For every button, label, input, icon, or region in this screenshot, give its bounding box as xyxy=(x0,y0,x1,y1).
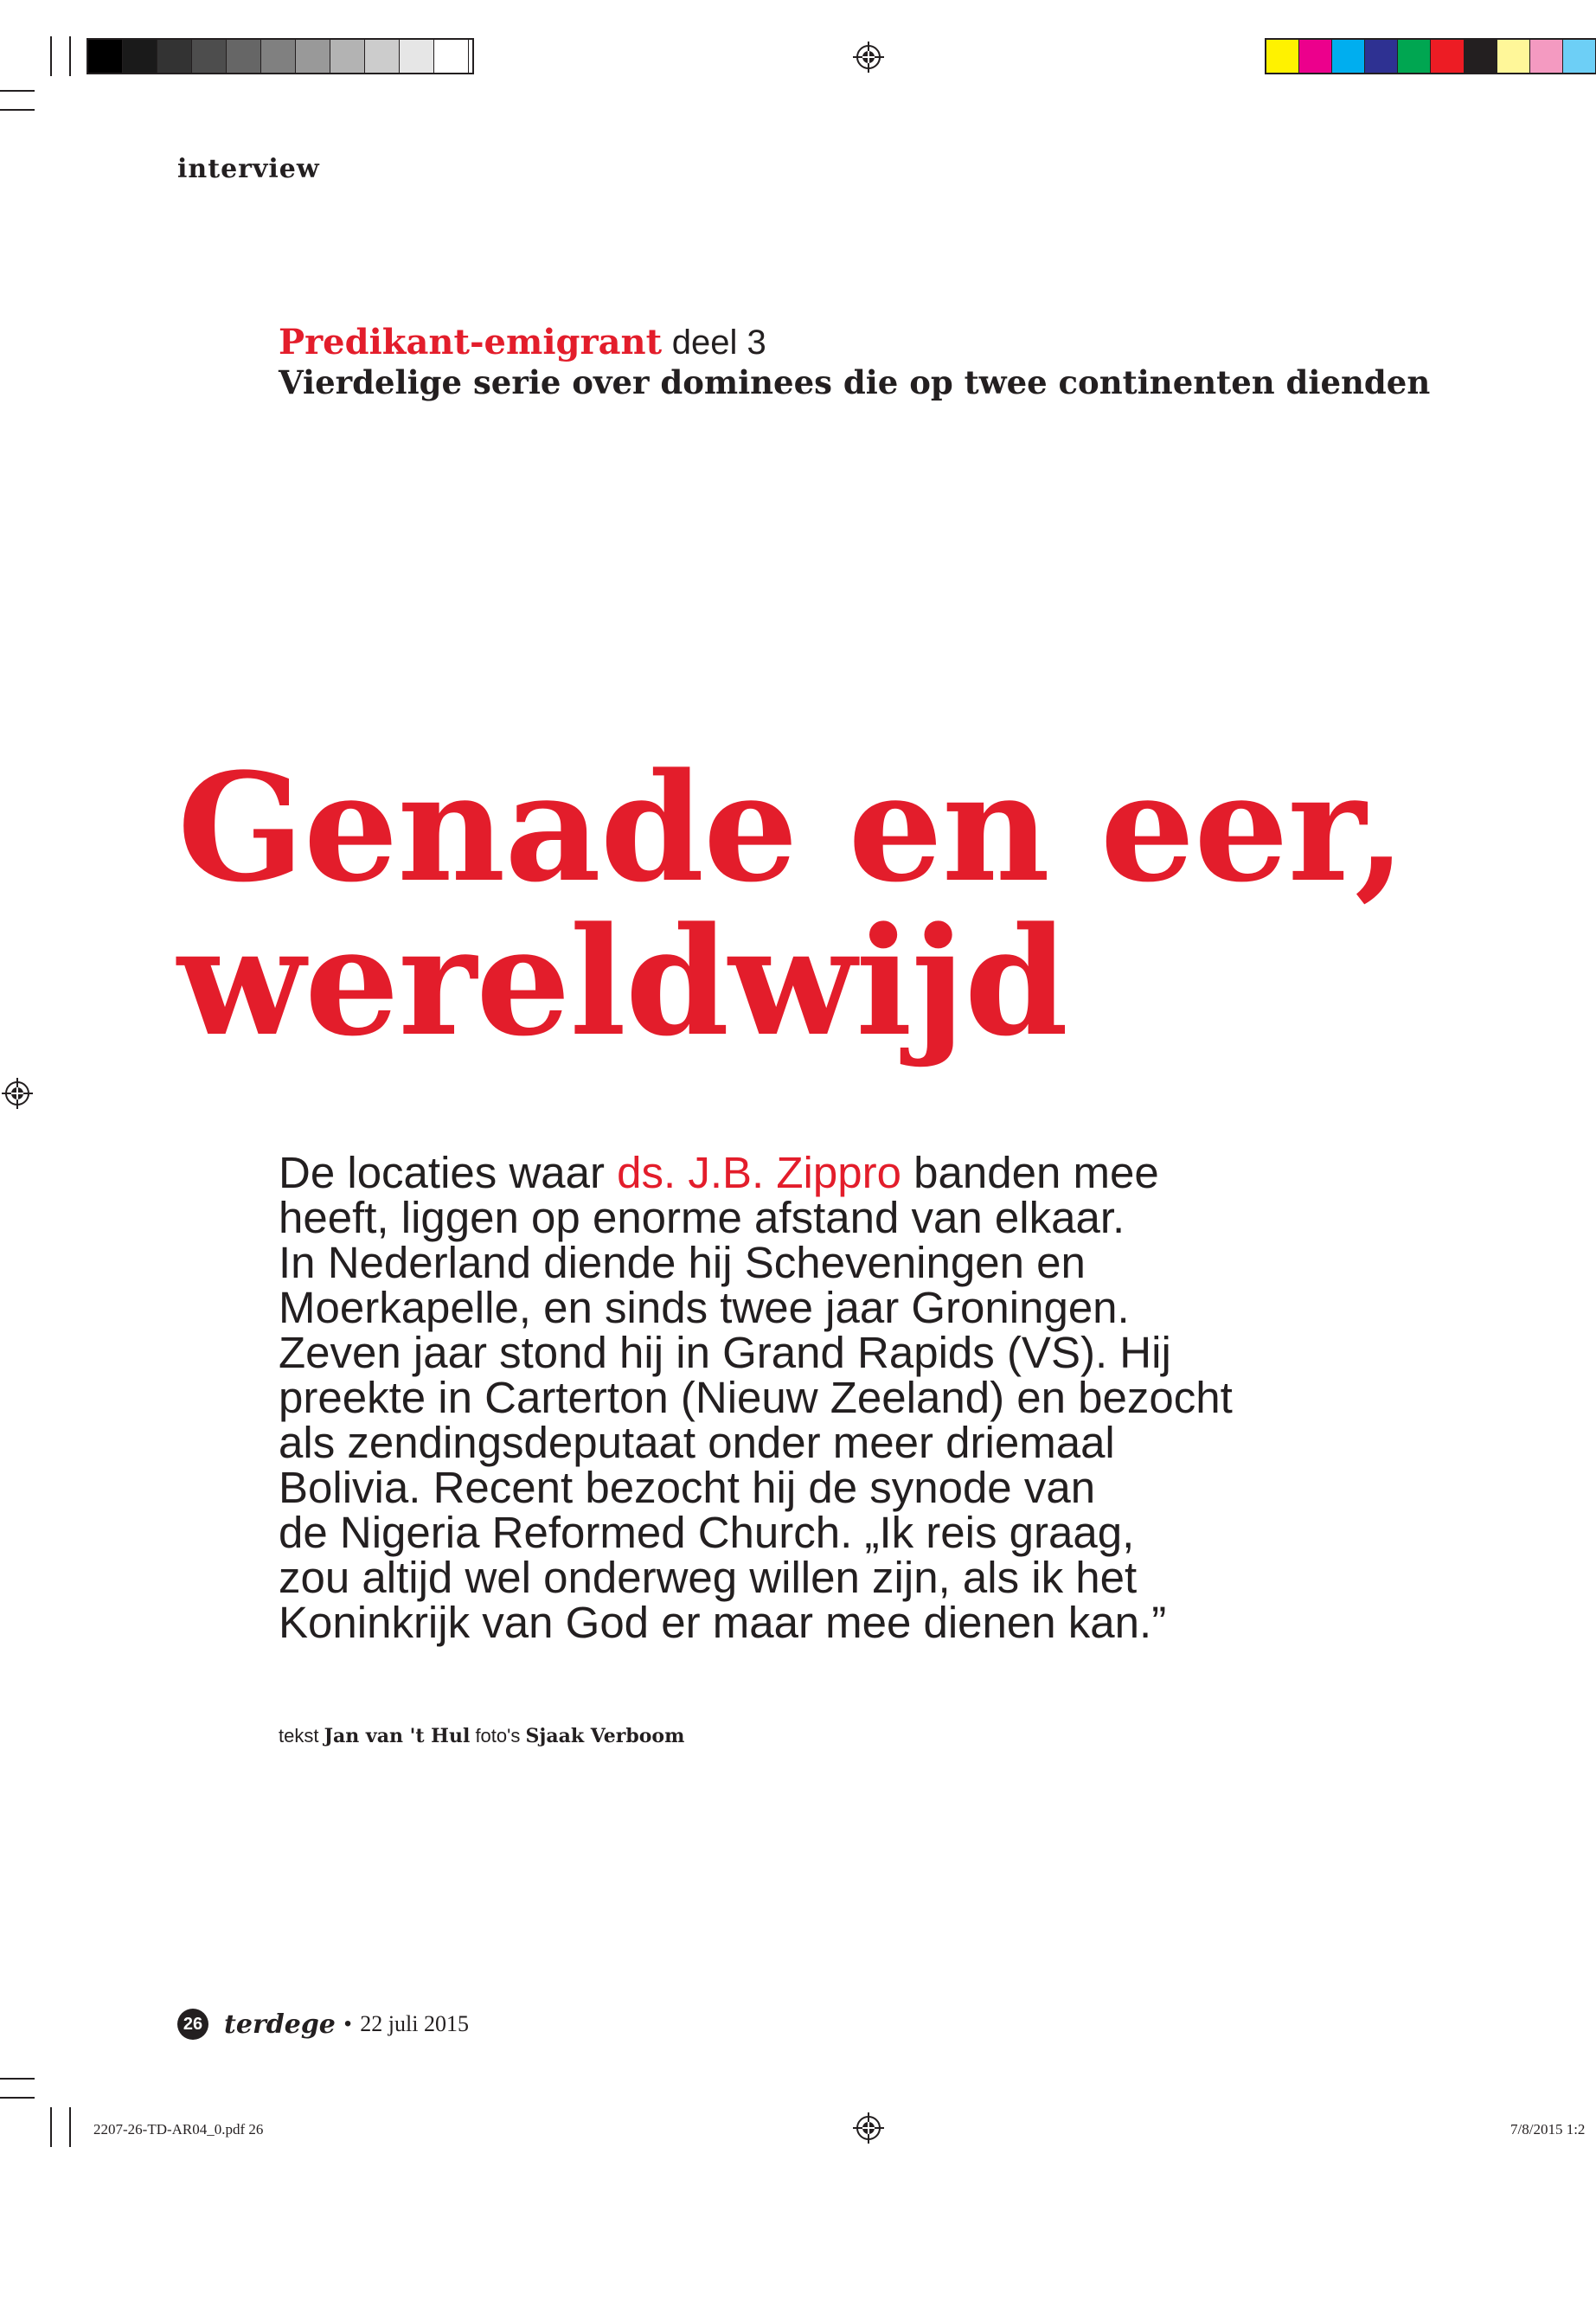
gray-swatch xyxy=(296,40,330,73)
series-part: deel 3 xyxy=(671,324,766,362)
color-swatch xyxy=(1398,40,1431,73)
intro-line: als zendingsdeputaat onder meer driemaal xyxy=(279,1418,1115,1467)
gray-swatch xyxy=(434,40,469,73)
section-label: interview xyxy=(177,154,320,184)
crop-mark xyxy=(0,2097,35,2099)
gray-swatch xyxy=(400,40,434,73)
color-swatch xyxy=(1563,40,1596,73)
intro-line: Moerkapelle, en sinds twee jaar Groningen. xyxy=(279,1283,1130,1332)
grayscale-calibration-bar xyxy=(87,38,474,74)
registration-mark-icon xyxy=(2,1078,33,1109)
color-swatch xyxy=(1530,40,1563,73)
color-swatch xyxy=(1465,40,1497,73)
gray-swatch xyxy=(330,40,365,73)
crop-mark xyxy=(69,2107,71,2147)
series-title-line xyxy=(279,322,1430,362)
gray-swatch xyxy=(123,40,157,73)
gray-swatch xyxy=(192,40,227,73)
headline xyxy=(177,740,1527,1069)
page-footer xyxy=(177,2009,469,2040)
gray-swatch xyxy=(261,40,296,73)
footer-separator: • xyxy=(343,2012,352,2035)
intro-line: preekte in Carterton (Nieuw Zeeland) en bezocht xyxy=(279,1373,1233,1422)
color-swatch xyxy=(1431,40,1464,73)
credit-photo-label: foto's xyxy=(475,1725,521,1747)
intro-text: banden mee xyxy=(901,1148,1159,1197)
intro-line: Koninkrijk van God er maar mee dienen kan.” xyxy=(279,1598,1167,1647)
gray-swatch xyxy=(88,40,123,73)
magazine-logo: terdege xyxy=(224,2009,336,2040)
intro-text: De locaties waar xyxy=(279,1148,618,1197)
intro-line: heeft, liggen op enorme afstand van elkaar. xyxy=(279,1193,1125,1242)
gray-swatch xyxy=(227,40,261,73)
series-name: Predikant-emigrant xyxy=(279,322,663,362)
color-calibration-bar xyxy=(1265,38,1596,74)
color-swatch xyxy=(1332,40,1365,73)
intro-line: de Nigeria Reformed Church. „Ik reis graag, xyxy=(279,1508,1135,1557)
series-description: Vierdelige serie over dominees die op twee continenten dienden xyxy=(279,363,1431,401)
author-name: Jan van 't Hul xyxy=(324,1725,471,1747)
credits xyxy=(279,1725,684,1747)
credit-text-label: tekst xyxy=(279,1725,319,1747)
crop-mark xyxy=(0,2078,35,2080)
photographer-name: Sjaak Verboom xyxy=(525,1725,685,1747)
gray-swatch xyxy=(365,40,400,73)
crop-mark xyxy=(50,36,52,76)
crop-mark xyxy=(69,36,71,76)
intro-line xyxy=(279,1150,1429,1195)
headline-line-2: wereldwijd xyxy=(177,894,1068,1069)
crop-mark xyxy=(0,109,35,111)
color-swatch xyxy=(1266,40,1299,73)
minister-name: ds. J.B. Zippro xyxy=(617,1148,901,1197)
registration-mark-icon xyxy=(853,2112,884,2144)
crop-mark xyxy=(50,2107,52,2147)
color-swatch xyxy=(1497,40,1530,73)
series-heading xyxy=(279,322,1430,402)
intro-line: Zeven jaar stond hij in Grand Rapids (VS). Hij xyxy=(279,1328,1171,1377)
crop-mark xyxy=(0,90,35,92)
intro-paragraph xyxy=(279,1150,1429,1645)
issue-date: 22 juli 2015 xyxy=(360,2011,469,2036)
registration-mark-icon xyxy=(853,42,884,73)
page-number: 26 xyxy=(177,2009,208,2040)
headline-line-1: Genade en eer, xyxy=(177,740,1406,915)
intro-line: In Nederland diende hij Scheveningen en xyxy=(279,1238,1086,1287)
print-file-slug: 2207-26-TD-AR04_0.pdf 26 xyxy=(93,2121,264,2138)
intro-line: Bolivia. Recent bezocht hij de synode van xyxy=(279,1463,1096,1512)
gray-swatch xyxy=(157,40,192,73)
color-swatch xyxy=(1365,40,1398,73)
color-swatch xyxy=(1299,40,1332,73)
intro-line: zou altijd wel onderweg willen zijn, als ik het xyxy=(279,1553,1138,1602)
print-timestamp: 7/8/2015 1:2 xyxy=(1510,2121,1586,2138)
